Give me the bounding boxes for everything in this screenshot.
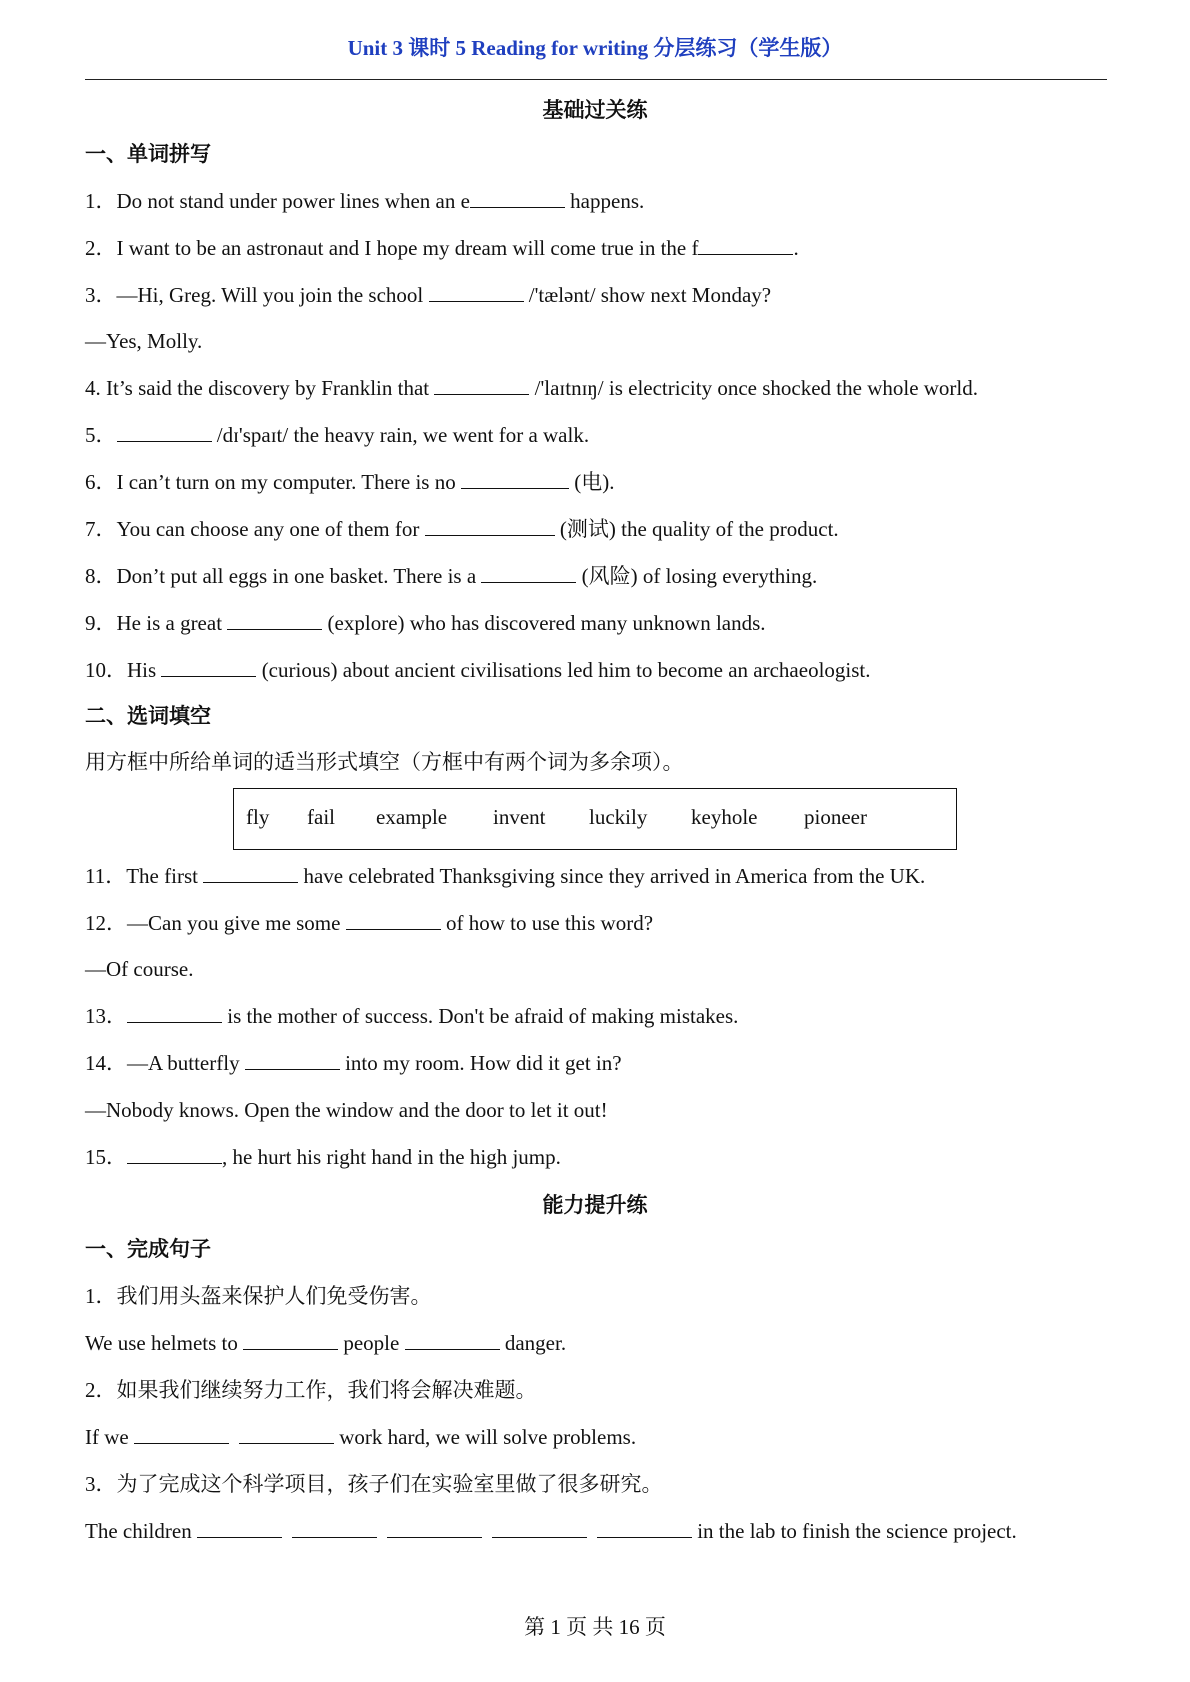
sentence-1-english: We use helmets to people danger. xyxy=(85,1331,567,1355)
answer-blank[interactable] xyxy=(461,470,569,489)
sentence-3-chinese: 3．为了完成这个科学项目，孩子们在实验室里做了很多研究。 xyxy=(85,1472,663,1496)
page-footer: 第 1 页 共 16 页 xyxy=(524,1615,666,1639)
question-11: 11．The first have celebrated Thanksgiving since they arrived in America from the UK. xyxy=(85,864,926,888)
question-14-reply: —Nobody knows. Open the window and the door to let it out! xyxy=(85,1098,608,1122)
question-1: 1．Do not stand under power lines when an e happens. xyxy=(85,189,645,213)
question-6: 6．I can’t turn on my computer. There is no (电). xyxy=(85,470,615,494)
sentence-1-chinese: 1．我们用头盔来保护人们免受伤害。 xyxy=(85,1284,432,1308)
part1-title: 一、单词拼写 xyxy=(85,142,211,166)
answer-blank[interactable] xyxy=(470,189,565,208)
word-box-item: invent xyxy=(493,805,546,829)
answer-blank[interactable] xyxy=(292,1519,377,1538)
answer-blank[interactable] xyxy=(698,236,793,255)
question-5: 5． /dɪ'spaɪt/ the heavy rain, we went for a walk. xyxy=(85,423,590,447)
answer-blank[interactable] xyxy=(481,564,576,583)
answer-blank[interactable] xyxy=(134,1425,229,1444)
word-box-item: pioneer xyxy=(804,805,867,829)
question-10: 10．His (curious) about ancient civilisations led him to become an archaeologist. xyxy=(85,658,871,682)
answer-blank[interactable] xyxy=(597,1519,692,1538)
sentence-2-chinese: 2．如果我们继续努力工作，我们将会解决难题。 xyxy=(85,1378,537,1402)
question-12-reply: —Of course. xyxy=(85,957,194,981)
question-15: 15． , he hurt his right hand in the high jump. xyxy=(85,1145,561,1169)
section-title-advanced: 能力提升练 xyxy=(542,1193,648,1217)
answer-blank[interactable] xyxy=(127,1145,222,1164)
part2-instructions: 用方框中所给单词的适当形式填空（方框中有两个词为多余项）。 xyxy=(85,750,684,774)
document-header: Unit 3 课时 5 Reading for writing 分层练习（学生版） xyxy=(347,36,843,60)
question-4: 4. It’s said the discovery by Franklin that /'laɪtnɪŋ/ is electricity once shocked the whole world. xyxy=(85,376,979,400)
part3-title: 一、完成句子 xyxy=(85,1237,211,1261)
answer-blank[interactable] xyxy=(245,1051,340,1070)
answer-blank[interactable] xyxy=(161,658,256,677)
question-13: 13． is the mother of success. Don't be afraid of making mistakes. xyxy=(85,1004,739,1028)
answer-blank[interactable] xyxy=(387,1519,482,1538)
question-2: 2．I want to be an astronaut and I hope my dream will come true in the f . xyxy=(85,236,799,260)
answer-blank[interactable] xyxy=(434,376,529,395)
question-8: 8．Don’t put all eggs in one basket. There is a (风险) of losing everything. xyxy=(85,564,818,588)
answer-blank[interactable] xyxy=(243,1331,338,1350)
question-9: 9．He is a great (explore) who has discovered many unknown lands. xyxy=(85,611,766,635)
answer-blank[interactable] xyxy=(239,1425,334,1444)
answer-blank[interactable] xyxy=(127,1004,222,1023)
question-3-reply: —Yes, Molly. xyxy=(85,329,203,353)
answer-blank[interactable] xyxy=(429,283,524,302)
question-3: 3．—Hi, Greg. Will you join the school /'tælənt/ show next Monday? xyxy=(85,283,772,307)
question-14: 14．—A butterfly into my room. How did it get in? xyxy=(85,1051,622,1075)
section-title-basic: 基础过关练 xyxy=(542,98,648,122)
word-box-item: luckily xyxy=(589,805,648,829)
answer-blank[interactable] xyxy=(117,423,212,442)
word-box-item: keyhole xyxy=(691,805,758,829)
answer-blank[interactable] xyxy=(197,1519,282,1538)
header-rule xyxy=(85,79,1107,80)
answer-blank[interactable] xyxy=(227,611,322,630)
answer-blank[interactable] xyxy=(425,517,555,536)
part2-title: 二、选词填空 xyxy=(85,704,211,728)
question-7: 7．You can choose any one of them for (测试) the quality of the product. xyxy=(85,517,839,541)
answer-blank[interactable] xyxy=(492,1519,587,1538)
sentence-3-english: The children in the lab to finish the science project. xyxy=(85,1519,1017,1543)
answer-blank[interactable] xyxy=(346,911,441,930)
word-box xyxy=(233,788,957,850)
answer-blank[interactable] xyxy=(405,1331,500,1350)
word-box-item: fail xyxy=(307,805,335,829)
sentence-2-english: If we work hard, we will solve problems. xyxy=(85,1425,637,1449)
word-box-item: fly xyxy=(246,805,270,829)
question-12: 12．—Can you give me some of how to use this word? xyxy=(85,911,654,935)
answer-blank[interactable] xyxy=(203,864,298,883)
word-box-item: example xyxy=(376,805,448,829)
